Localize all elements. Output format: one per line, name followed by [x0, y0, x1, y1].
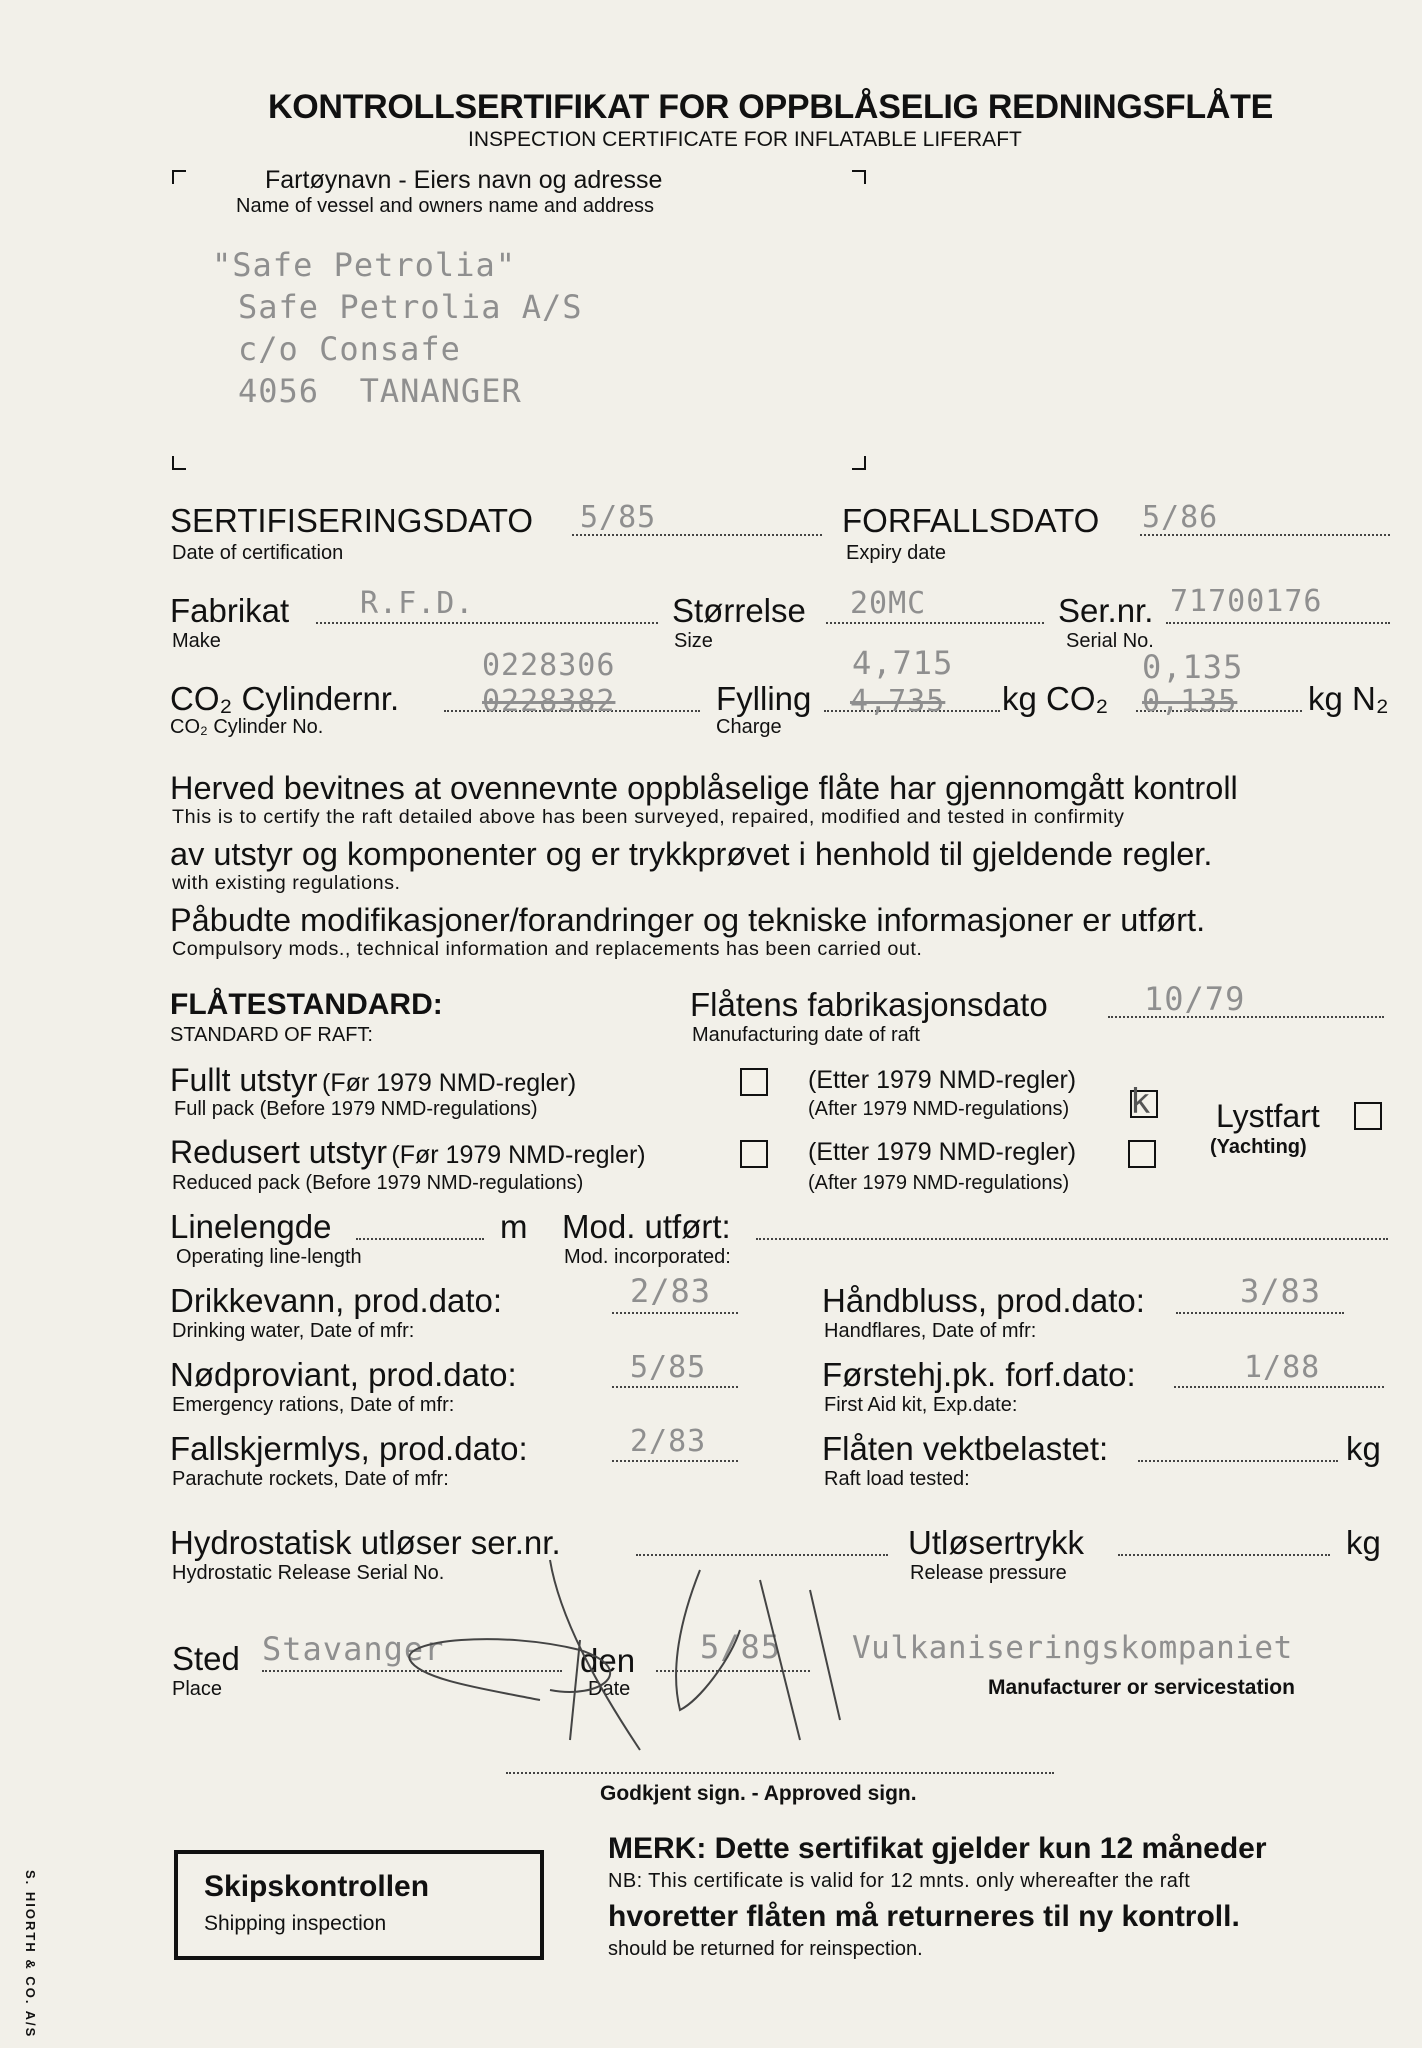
parachute-rockets-label: Fallskjermlys, prod.dato: [170, 1430, 528, 1467]
statement-line-3: Påbudte modifikasjoner/forandringer og tekniske informasjoner er utført. [170, 902, 1206, 938]
service-station-value: Vulkaniseringskompaniet [852, 1630, 1293, 1666]
reduced-pack-title: Redusert utstyr [170, 1134, 387, 1170]
drinking-water-line [612, 1312, 738, 1314]
approval-signature-label: Godkjent sign. - Approved sign. [600, 1782, 917, 1805]
certification-date-label: SERTIFISERINGSDATO [170, 502, 534, 539]
approval-signature-line [506, 1772, 1054, 1774]
owner-line-1: "Safe Petrolia" [212, 246, 516, 284]
bracket-bottom-right [852, 456, 866, 470]
size-line [826, 622, 1044, 624]
statement-line-2-en: with existing regulations. [172, 872, 401, 894]
charge-label: Fylling [716, 680, 812, 717]
statement-line-2: av utstyr og komponenter og er trykkprøvet i henhold til gjeldende regler. [170, 836, 1213, 872]
n2-unit: kg N₂ [1308, 680, 1389, 717]
drinking-water-label: Drikkevann, prod.dato: [170, 1282, 503, 1319]
full-pack-after-en: (After 1979 NMD-regulations) [808, 1098, 1070, 1120]
expiry-date-label-en: Expiry date [846, 542, 947, 564]
raft-load-label: Flåten vektbelastet: [822, 1430, 1109, 1467]
yachting-checkbox[interactable] [1354, 1102, 1382, 1130]
manufacturing-date-value: 10/79 [1144, 980, 1246, 1018]
reduced-pack-label [170, 1134, 646, 1171]
date-label: den [580, 1642, 636, 1679]
co2-unit: kg CO₂ [1002, 680, 1109, 717]
full-pack-after: (Etter 1979 NMD-regler) [808, 1066, 1077, 1094]
bracket-top-left [172, 170, 186, 184]
validity-note-2: hvoretter flåten må returneres til ny kontroll. [608, 1900, 1240, 1933]
expiry-date-value: 5/86 [1142, 500, 1219, 535]
statement-line-1-en: This is to certify the raft detailed above has been surveyed, repaired, modified and tested in confirmity [172, 806, 1125, 828]
reduced-pack-before: (Før 1979 NMD-regler) [391, 1141, 646, 1169]
size-label: Størrelse [672, 592, 806, 629]
reduced-pack-after: (Etter 1979 NMD-regler) [808, 1138, 1077, 1166]
owner-line-4: 4056 TANANGER [238, 372, 522, 410]
make-value: R.F.D. [360, 586, 475, 621]
hydrostatic-release-label-en: Hydrostatic Release Serial No. [172, 1562, 445, 1584]
serial-label: Ser.nr. [1058, 592, 1154, 629]
n2-charge-1: 0,135 [1142, 648, 1244, 686]
cylinder-number-1: 0228306 [482, 648, 616, 683]
drinking-water-value: 2/83 [630, 1272, 712, 1310]
size-value: 20MC [850, 586, 927, 621]
emergency-rations-value: 5/85 [630, 1350, 707, 1385]
shipping-inspection-subtitle: Shipping inspection [204, 1912, 387, 1935]
yachting-label-en: (Yachting) [1210, 1136, 1307, 1158]
place-label: Sted [172, 1640, 240, 1677]
first-aid-label: Førstehj.pk. forf.dato: [822, 1356, 1136, 1393]
owner-line-2: Safe Petrolia A/S [238, 288, 583, 326]
hydrostatic-release-label: Hydrostatisk utløser ser.nr. [170, 1524, 561, 1561]
full-pack-title: Fullt utstyr [170, 1062, 318, 1098]
bracket-bottom-left [172, 456, 186, 470]
validity-note-1: MERK: Dette sertifikat gjelder kun 12 måneder [608, 1832, 1267, 1865]
emergency-rations-label: Nødproviant, prod.dato: [170, 1356, 517, 1393]
handflares-value: 3/83 [1240, 1272, 1322, 1310]
expiry-date-label: FORFALLSDATO [842, 502, 1100, 539]
release-pressure-label-en: Release pressure [910, 1562, 1067, 1584]
validity-note-2-en: should be returned for reinspection. [608, 1938, 923, 1960]
parachute-rockets-label-en: Parachute rockets, Date of mfr: [172, 1468, 449, 1490]
make-label: Fabrikat [170, 592, 290, 629]
co2-charge-2: 4,735 [850, 684, 946, 719]
line-length-line [356, 1238, 484, 1240]
line-length-label: Linelengde [170, 1208, 332, 1245]
full-pack-after-mark: k [1130, 1082, 1151, 1122]
charge-label-en: Charge [716, 716, 782, 738]
statement-line-1: Herved bevitnes at ovennevnte oppblåselige flåte har gjennomgått kontroll [170, 770, 1238, 806]
emergency-rations-line [612, 1386, 738, 1388]
service-station-label-en: Manufacturer or servicestation [988, 1676, 1295, 1699]
emergency-rations-label-en: Emergency rations, Date of mfr: [172, 1394, 455, 1416]
date-value: 5/85 [700, 1628, 782, 1666]
standard-title: FLÅTESTANDARD: [170, 988, 443, 1021]
full-pack-before-checkbox[interactable] [740, 1068, 768, 1096]
manufacturing-date-label: Flåtens fabrikasjonsdato [690, 986, 1048, 1023]
raft-load-line [1138, 1460, 1338, 1462]
place-value: Stavanger [262, 1630, 445, 1668]
certificate-title: KONTROLLSERTIFIKAT FOR OPPBLÅSELIG REDNINGSFLÅTE [268, 88, 1273, 126]
co2-cylinder-label-en: CO₂ Cylinder No. [170, 716, 324, 738]
cylinder-number-2: 0228382 [482, 684, 616, 719]
reduced-pack-after-checkbox[interactable] [1128, 1140, 1156, 1168]
make-label-en: Make [172, 630, 221, 652]
handflares-line [1176, 1312, 1344, 1314]
certificate-subtitle: INSPECTION CERTIFICATE FOR INFLATABLE LIFERAFT [468, 128, 1022, 151]
yachting-label: Lystfart [1216, 1098, 1320, 1134]
size-label-en: Size [674, 630, 713, 652]
statement-line-3-en: Compulsory mods., technical information and replacements has been carried out. [172, 938, 923, 960]
line-length-unit: m [500, 1208, 528, 1245]
first-aid-value: 1/88 [1244, 1350, 1321, 1385]
handflares-label: Håndbluss, prod.dato: [822, 1282, 1145, 1319]
serial-line [1166, 622, 1390, 624]
co2-cylinder-label: CO₂ Cylindernr. [170, 680, 400, 717]
first-aid-line [1174, 1386, 1384, 1388]
full-pack-before-en: Full pack (Before 1979 NMD-regulations) [174, 1098, 538, 1120]
approval-signature [380, 1540, 900, 1790]
owner-line-3: c/o Consafe [238, 330, 461, 368]
first-aid-label-en: First Aid kit, Exp.date: [824, 1394, 1018, 1416]
validity-note-1-en: NB: This certificate is valid for 12 mnts. only whereafter the raft [608, 1870, 1191, 1892]
make-line [316, 622, 658, 624]
raft-load-unit: kg [1346, 1430, 1381, 1467]
mods-label-en: Mod. incorporated: [564, 1246, 731, 1268]
raft-load-label-en: Raft load tested: [824, 1468, 970, 1490]
line-length-label-en: Operating line-length [176, 1246, 362, 1268]
certification-date-value: 5/85 [580, 500, 657, 535]
reduced-pack-after-en: (After 1979 NMD-regulations) [808, 1172, 1070, 1194]
reduced-pack-before-en: Reduced pack (Before 1979 NMD-regulations) [172, 1172, 584, 1194]
serial-label-en: Serial No. [1066, 630, 1154, 652]
certification-date-label-en: Date of certification [172, 542, 344, 564]
release-pressure-label: Utløsertrykk [908, 1524, 1084, 1561]
full-pack-label [170, 1062, 576, 1099]
co2-charge-1: 4,715 [852, 644, 954, 682]
parachute-rockets-value: 2/83 [630, 1424, 707, 1459]
full-pack-before: (Før 1979 NMD-regler) [322, 1069, 577, 1097]
standard-title-en: STANDARD OF RAFT: [170, 1024, 373, 1046]
shipping-inspection-box [174, 1850, 544, 1960]
drinking-water-label-en: Drinking water, Date of mfr: [172, 1320, 415, 1342]
parachute-rockets-line [612, 1460, 738, 1462]
n2-charge-2: 0,135 [1142, 684, 1238, 719]
release-pressure-unit: kg [1346, 1524, 1381, 1561]
serial-value: 71700176 [1170, 584, 1323, 619]
handflares-label-en: Handflares, Date of mfr: [824, 1320, 1037, 1342]
printer-imprint: S. HIORTH & CO. A/S [23, 1870, 38, 2039]
mods-line [756, 1238, 1388, 1240]
mods-label: Mod. utført: [562, 1208, 731, 1245]
reduced-pack-before-checkbox[interactable] [740, 1140, 768, 1168]
owner-label: Fartøynavn - Eiers navn og adresse [265, 166, 663, 194]
shipping-inspection-title: Skipskontrollen [204, 1870, 430, 1903]
release-pressure-line [1118, 1554, 1330, 1556]
place-label-en: Place [172, 1678, 223, 1700]
manufacturing-date-label-en: Manufacturing date of raft [692, 1024, 920, 1046]
owner-label-en: Name of vessel and owners name and address [236, 195, 655, 217]
bracket-top-right [852, 170, 866, 184]
date-label-en: Date [588, 1678, 631, 1700]
